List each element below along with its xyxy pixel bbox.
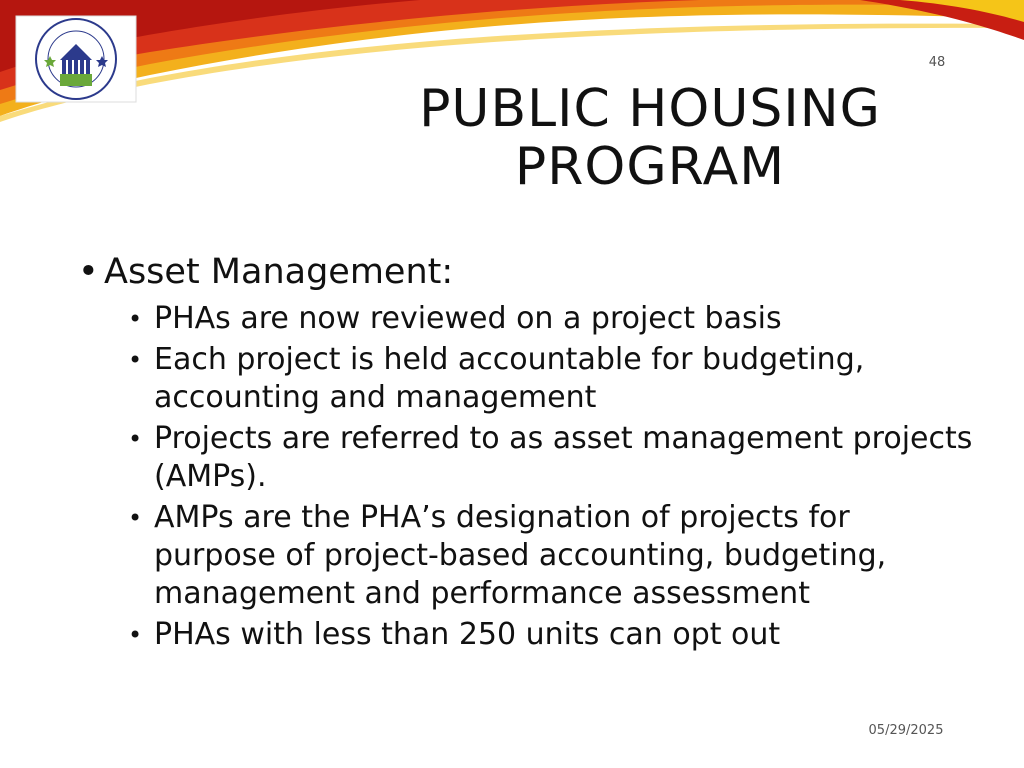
- slide-title: [330, 80, 970, 196]
- list-item: [128, 499, 978, 613]
- hud-seal-logo: [14, 14, 138, 104]
- list-item: [128, 616, 978, 654]
- list-item: [128, 341, 978, 417]
- list-item-text: AMPs are the PHA’s designation of projects for purpose of project-based accounting, budgeting, management and performance assessment: [154, 500, 887, 611]
- list-item-text: PHAs are now reviewed on a project basis: [154, 301, 782, 336]
- bullet-dot-icon: •: [128, 346, 143, 374]
- heading-text: Asset Management:: [104, 252, 454, 292]
- slide-body: [78, 250, 978, 657]
- slide-date: 05/29/2025: [868, 723, 944, 738]
- slide-number: 48: [928, 55, 946, 70]
- list-item: [128, 300, 978, 338]
- bullet-dot-icon: •: [128, 425, 143, 453]
- list-item-text: Each project is held accountable for budgeting, accounting and management: [154, 342, 865, 415]
- list-item-text: PHAs with less than 250 units can opt out: [154, 617, 781, 652]
- bullet-dot-icon: •: [128, 621, 143, 649]
- bullet-dot-icon: •: [128, 504, 143, 532]
- bullet-heading: [78, 250, 978, 294]
- list-item: [128, 420, 978, 496]
- bullet-dot-icon: •: [128, 305, 143, 333]
- bullet-dot-icon: •: [78, 252, 99, 292]
- sub-bullet-list: [78, 300, 978, 654]
- title-line-1: PUBLIC HOUSING: [419, 79, 881, 139]
- list-item-text: Projects are referred to as asset management projects (AMPs).: [154, 421, 973, 494]
- title-line-2: PROGRAM: [514, 137, 786, 197]
